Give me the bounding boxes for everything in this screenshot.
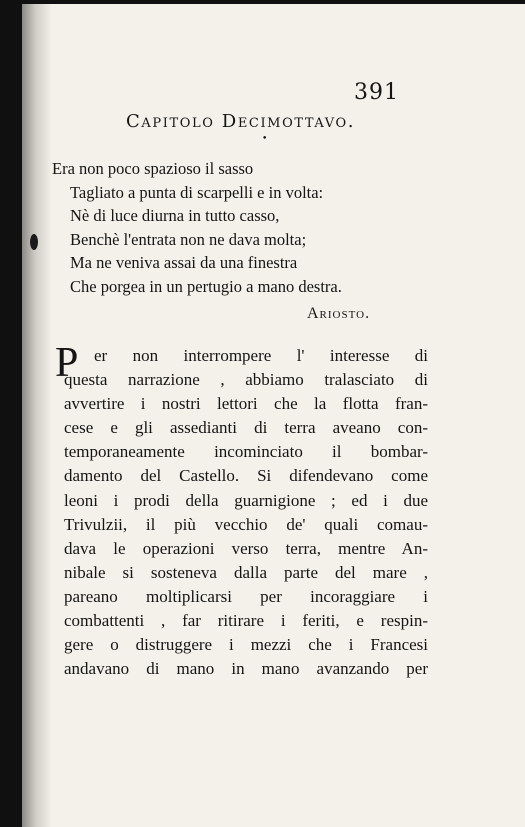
- text-line: Trivulzii, il più vecchio de' quali comau-: [64, 514, 428, 534]
- epigraph-author: Ariosto.: [307, 305, 371, 322]
- text-line: nibale si sosteneva dalla parte del mare ,: [64, 562, 428, 582]
- page-number: 391: [354, 80, 399, 105]
- verse-line: Che porgea in un pertugio a mano destra.: [70, 276, 342, 296]
- title-ornament: •: [262, 134, 268, 144]
- body-paragraph: [64, 344, 428, 681]
- text-line: cese e gli assedianti di terra aveano con-: [64, 418, 428, 438]
- ink-speck: [30, 234, 38, 250]
- text-line: temporaneamente incominciato il bombar-: [64, 442, 428, 462]
- text-line: er non interrompere l' interesse di: [94, 346, 428, 365]
- verse-line: Nè di luce diurna in tutto casso,: [70, 206, 280, 226]
- text-line: leoni i prodi della guarnigione ; ed i due: [64, 490, 428, 510]
- text-line: damento del Castello. Si difendevano come: [64, 466, 428, 486]
- text-line: avvertire i nostri lettori che la flotta fran-: [64, 394, 428, 414]
- verse-line: Tagliato a punta di scarpelli e in volta:: [70, 182, 324, 202]
- book-page: [22, 4, 525, 827]
- text-line: combattenti , far ritirare i feriti, e respin-: [64, 611, 428, 631]
- text-line: gere o distruggere i mezzi che i Francesi: [64, 635, 428, 655]
- epigraph-verse: [52, 157, 502, 299]
- verse-line: Benchè l'entrata non ne dava molta;: [70, 229, 307, 249]
- chapter-title: Capitolo Decimottavo.: [126, 111, 356, 132]
- text-line: andavano di mano in mano avanzando per: [64, 659, 428, 679]
- verse-line: Ma ne veniva assai da una finestra: [70, 253, 298, 273]
- drop-cap: P: [55, 340, 79, 386]
- page-gutter-shadow: [22, 4, 52, 827]
- text-line: questa narrazione , abbiamo tralasciato di: [64, 370, 428, 390]
- text-line: pareano moltiplicarsi per incoraggiare i: [64, 586, 428, 606]
- verse-line: Era non poco spazioso il sasso: [52, 159, 254, 178]
- text-line: dava le operazioni verso terra, mentre An-: [64, 538, 428, 558]
